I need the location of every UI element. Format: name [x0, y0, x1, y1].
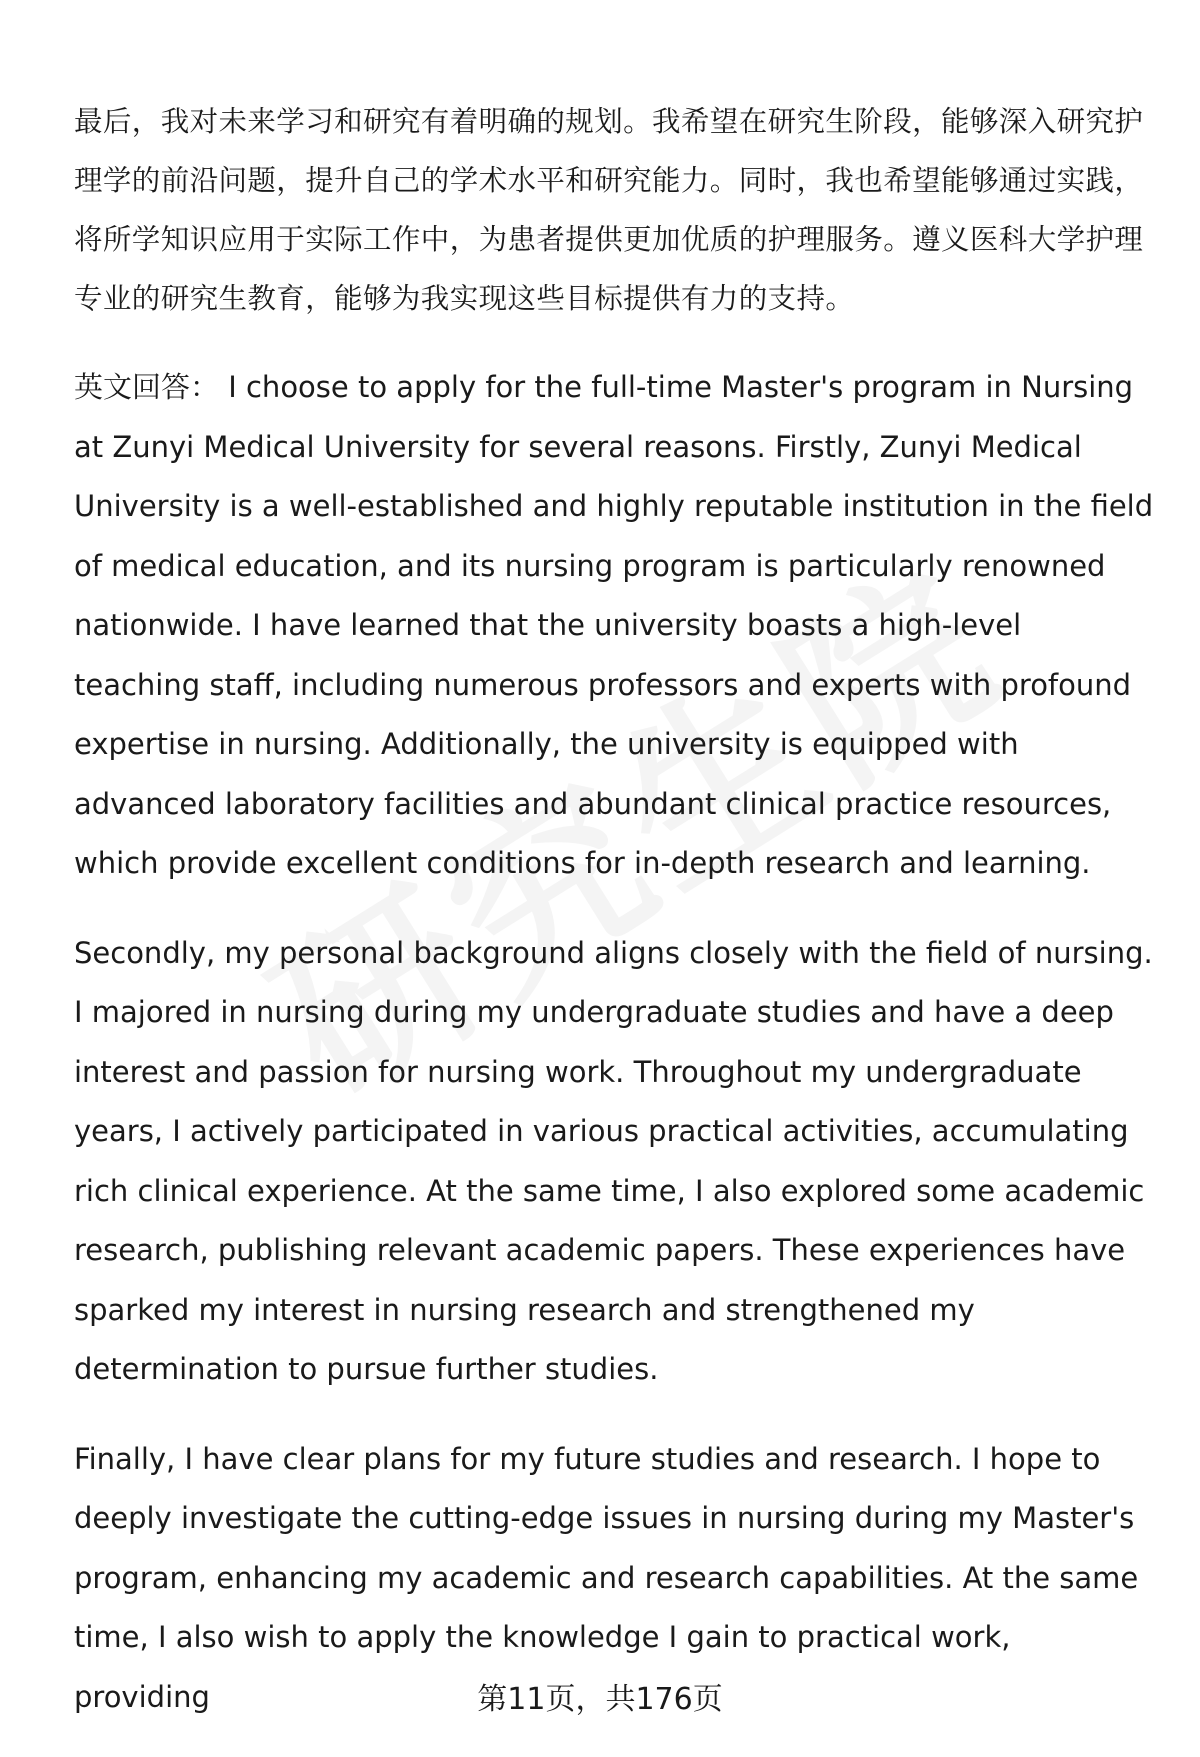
page-number-footer: 第11页，共176页 [477, 1682, 723, 1717]
paragraph-chinese-plans: 最后，我对未来学习和研究有着明确的规划。我希望在研究生阶段，能够深入研究护理学的前沿问题，提升自己的学术水平和研究能力。同时，我也希望能够通过实践，将所学知识应用于实际工作中，为患者提供更加优质的护理服务。遵义医科大学护理专业的研究生教育，能够为我实现这些目标提供有力的支持。 [74, 105, 1144, 315]
document-body [74, 92, 1154, 1757]
paragraph-future-plans: Finally, I have clear plans for my future studies and research. I hope to deeply investigate the cutting-edge issues in nursing during my Master's program, enhancing my academic and research capabilities. At the same time, I also wish to apply the knowledge I gain to practical work, providing [74, 1441, 1139, 1714]
paragraph-english-answer: 英文回答： I choose to apply for the full-time Master's program in Nursing at Zunyi Medical University for several reasons. Firstly, Zunyi Medical University is a well-established and highly reputable institution in the field of medical education, and its nursing program is particularly renowned nationwide. I have learned that the university boasts a high-level teaching staff, including numerous professors and experts with profound expertise in nursing. Additionally, the university is equipped with advanced laboratory facilities and abundant clinical practice resources, which provide excellent conditions for in-depth research and learning. [74, 370, 1154, 880]
paragraph-background: Secondly, my personal background aligns closely with the field of nursing. I majored in nursing during my undergraduate studies and have a deep interest and passion for nursing work. Throughout my undergraduate years, I actively participated in various practical activities, accumulating rich clinical experience. At the same time, I also explored some academic research, publishing relevant academic papers. These experiences have sparked my interest in nursing research and strengthened my determination to pursue further studies. [74, 935, 1153, 1386]
